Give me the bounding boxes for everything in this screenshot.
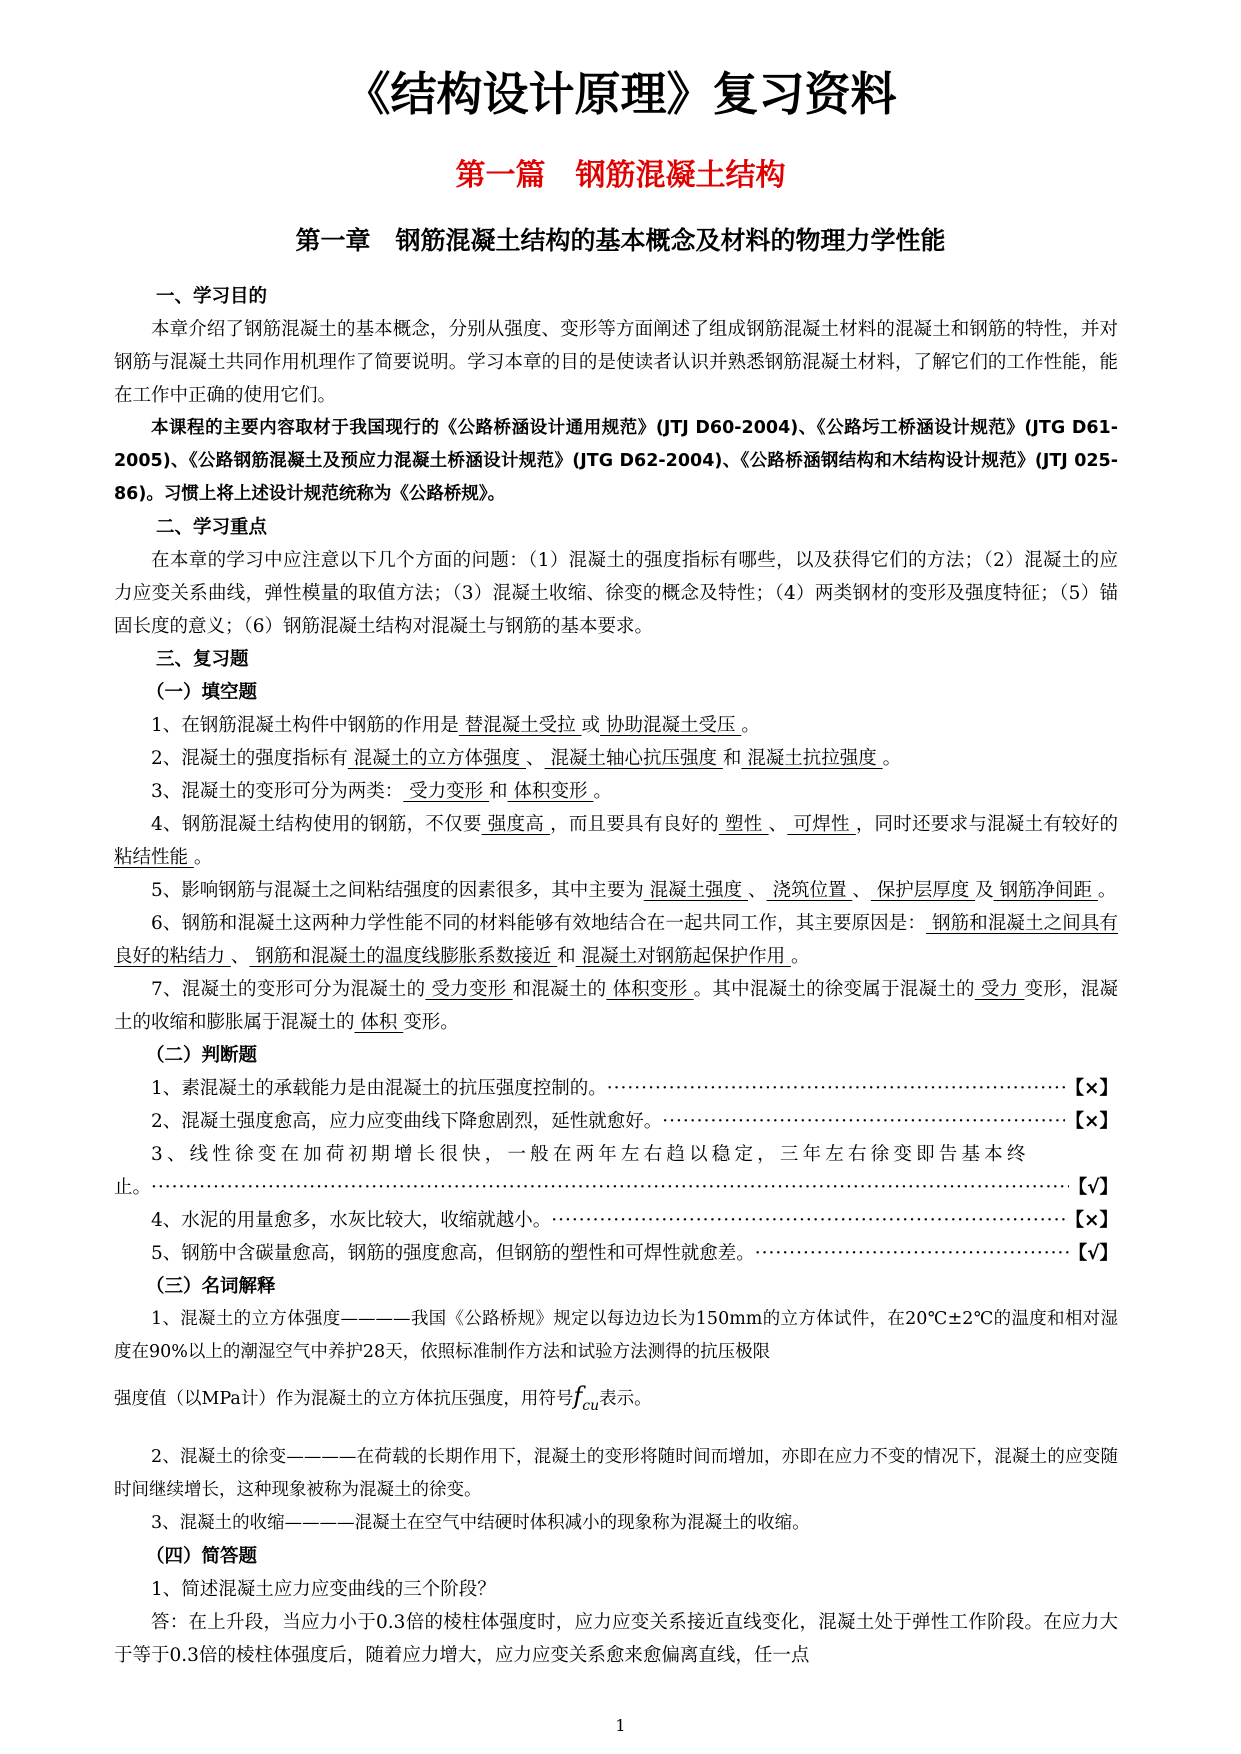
judge-question-4: 4、水泥的用量愈多，水灰比较大，收缩就越小。 ····· 【×】: [114, 1204, 1118, 1237]
leader-dots: [551, 1204, 1065, 1237]
answer-blank: 粘结性能: [114, 847, 194, 868]
answer-mark: 【×】: [1065, 1111, 1118, 1132]
document-body: [114, 280, 1118, 1672]
section-heading-objectives: 一、学习目的: [156, 286, 268, 307]
judge-question-2: 2、混凝土强度愈高，应力应变曲线下降愈剧烈，延性就愈好。 ····· 【×】: [114, 1105, 1118, 1138]
answer-blank: 受力: [974, 979, 1025, 1000]
leader-dots: [755, 1237, 1069, 1270]
term-cube-strength: 1、混凝土的立方体强度————我国《公路桥规》规定以每边边长为150mm的立方体试件，在20℃±2℃的温度和相对湿度在90%以上的潮湿空气中养护28天，依照标准制作方法和试验方法测得的抗压极限: [114, 1309, 1118, 1362]
fill-question-4: 4、钢筋混凝土结构使用的钢筋，不仅要 强度高 ，而且要具有良好的 塑性 、 可焊性 ，同时还要求与混凝土有较好的 粘结性能 。: [114, 814, 1118, 868]
answer-blank: 混凝土抗拉强度: [741, 748, 883, 769]
answer-blank: 替混凝土受拉: [458, 715, 582, 736]
fill-question-5: 5、影响钢筋与混凝土之间粘结强度的因素很多，其中主要为 混凝土强度 、 浇筑位置 、 保护层厚度 及 钢筋净间距 。: [151, 880, 1117, 901]
answer-blank: 混凝土的立方体强度: [347, 748, 527, 769]
answer-mark: 【×】: [1065, 1210, 1118, 1231]
term-creep: 2、混凝土的徐变————在荷载的长期作用下，混凝土的变形将随时间而增加，亦即在应力不变的情况下，混凝土的应变随时间继续增长，这种现象被称为混凝土的徐变。: [114, 1446, 1118, 1500]
answer-blank: 钢筋和混凝土之间具有良好的粘结力: [114, 913, 1118, 967]
fill-question-6: 6、钢筋和混凝土这两种力学性能不同的材料能够有效地结合在一起共同工作，其主要原因是： 钢筋和混凝土之间具有良好的粘结力 、 钢筋和混凝土的温度线膨胀系数接近 和 混凝土对钢筋起保护作用 。: [114, 913, 1118, 967]
fill-question-7: 7、混凝土的变形可分为混凝土的 受力变形 和混凝土的 体积变形 。其中混凝土的徐变属于混凝土的 受力 变形，混凝土的收缩和膨胀属于混凝土的 体积 变形。: [114, 979, 1118, 1033]
answer-blank: 钢筋和混凝土的温度线膨胀系数接近: [249, 946, 558, 967]
answer-blank: 受力变形: [425, 979, 513, 1000]
answer-blank: 可焊性: [787, 814, 856, 835]
part-title: 第一篇 钢筋混凝土结构: [455, 158, 786, 193]
subsection-heading-terms: （三）名词解释: [146, 1276, 276, 1297]
answer-mark: 【×】: [1065, 1078, 1118, 1099]
answer-blank: 保护层厚度: [870, 880, 976, 901]
judge-question-3-line-2: 止。 ····· 【√】: [114, 1171, 1118, 1204]
chapter-title: 第一章 钢筋混凝土结构的基本概念及材料的物理力学性能: [295, 226, 946, 255]
page-number: 1: [615, 1716, 626, 1735]
answer-blank: 混凝土强度: [643, 880, 749, 901]
subsection-heading-short-answer: （四）简答题: [146, 1545, 258, 1567]
section-heading-review: 三、复习题: [156, 649, 249, 670]
fill-question-3: 3、混凝土的变形可分为两类： 受力变形 和 体积变形 。: [151, 781, 612, 802]
short-answer-1: 答：在上升段，当应力小于0.3倍的棱柱体强度时，应力应变关系接近直线变化，混凝土处于弹性工作阶段。在应力大于等于0.3倍的棱柱体强度后，随着应力增大，应力应变关系愈来愈偏离直线，任一点: [114, 1611, 1118, 1666]
answer-blank: 协助混凝土受压: [600, 715, 742, 736]
subsection-heading-fill-blank: （一）填空题: [146, 682, 258, 703]
formula-fcu: $f_{cu}$: [573, 1382, 600, 1414]
paragraph-specifications: 本课程的主要内容取材于我国现行的《公路桥涵设计通用规范》(JTJ D60-2004)、《公路圬工桥涵设计规范》(JTG D61-2005)、《公路钢筋混凝土及预应力混凝土桥涵设计规范》(JTG D62-2004)、《公路桥涵钢结构和木结构设计规范》(JTJ 025-86)。习惯上将上述设计规范统称为《公路桥规》。: [114, 418, 1118, 504]
fill-question-1: 1、在钢筋混凝土构件中钢筋的作用是 替混凝土受拉 或 协助混凝土受压 。: [151, 715, 760, 736]
leader-dots: [662, 1105, 1065, 1138]
judge-question-3-line-1: 3、线性徐变在加荷初期增长很快，一般在两年左右趋以稳定，三年左右徐变即告基本终: [151, 1144, 1030, 1165]
fill-question-2: 2、混凝土的强度指标有 混凝土的立方体强度 、 混凝土轴心抗压强度 和 混凝土抗拉强度 。: [151, 748, 902, 769]
answer-blank: 钢筋净间距: [993, 880, 1098, 901]
answer-blank: 强度高: [481, 814, 551, 835]
answer-mark: 【√】: [1068, 1243, 1118, 1264]
paragraph-key-points: 在本章的学习中应注意以下几个方面的问题：（1）混凝土的强度指标有哪些，以及获得它们的方法；（2）混凝土的应力应变关系曲线，弹性模量的取值方法；（3）混凝土收缩、徐变的概念及特性；（4）两类钢材的变形及强度特征；（5）锚固长度的意义；（6）钢筋混凝土结构对混凝土与钢筋的基本要求。: [114, 550, 1118, 637]
answer-blank: 混凝土轴心抗压强度: [544, 748, 723, 769]
answer-blank: 浇筑位置: [766, 880, 853, 901]
answer-blank: 塑性: [718, 814, 769, 835]
answer-mark: 【√】: [1068, 1177, 1118, 1198]
short-question-1: 1、简述混凝土应力应变曲线的三个阶段？: [151, 1578, 496, 1600]
judge-question-5: 5、钢筋中含碳量愈高，钢筋的强度愈高，但钢筋的塑性和可焊性就愈差。 ····· 【√】: [114, 1237, 1118, 1270]
paragraph-objectives: 本章介绍了钢筋混凝土的基本概念，分别从强度、变形等方面阐述了组成钢筋混凝土材料的混凝土和钢筋的特性，并对钢筋与混凝土共同作用机理作了简要说明。学习本章的目的是使读者认识并熟悉钢筋混凝土材料，了解它们的工作性能，能在工作中正确的使用它们。: [114, 319, 1118, 406]
answer-blank: 体积变形: [606, 979, 694, 1000]
subsection-heading-true-false: （二）判断题: [146, 1045, 258, 1066]
answer-blank: 体积变形: [507, 781, 594, 802]
judge-question-1: 1、素混凝土的承载能力是由混凝土的抗压强度控制的。 ····· 【×】: [114, 1072, 1118, 1105]
answer-blank: 混凝土对钢筋起保护作用: [575, 946, 791, 967]
term-shrinkage: 3、混凝土的收缩————混凝土在空气中结硬时体积减小的现象称为混凝土的收缩。: [151, 1512, 810, 1533]
answer-blank: 体积: [354, 1012, 404, 1033]
leader-dots: [151, 1171, 1069, 1204]
document-title: 《结构设计原理》复习资料: [344, 67, 897, 121]
section-heading-key-points: 二、学习重点: [156, 517, 268, 538]
leader-dots: [607, 1072, 1066, 1105]
term-cube-strength-cont: 强度值（以MPa计）作为混凝土的立方体抗压强度，用符号$f_{cu}$表示。: [114, 1382, 652, 1414]
answer-blank: 受力变形: [403, 781, 490, 802]
